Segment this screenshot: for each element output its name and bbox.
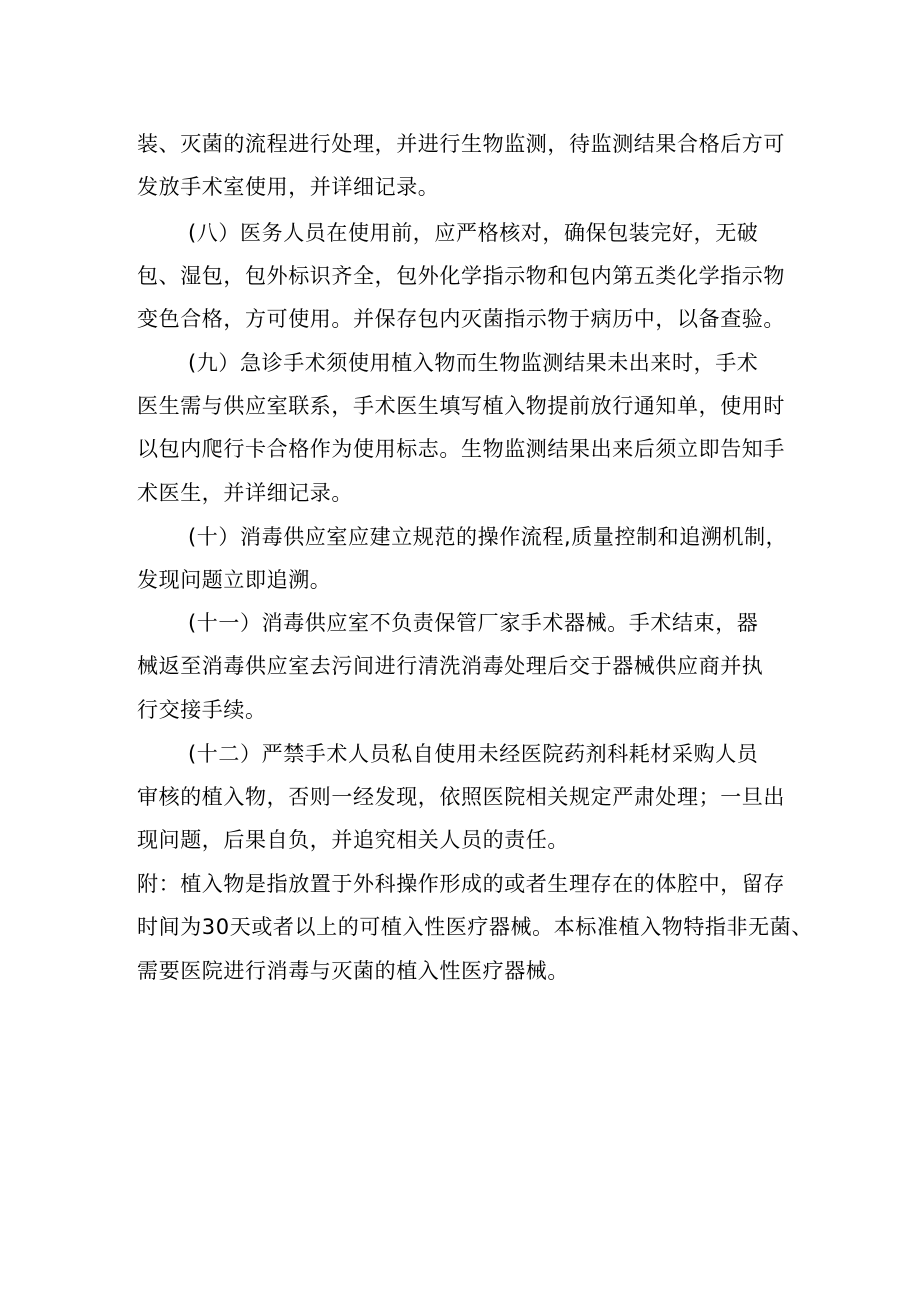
text-line: 变色合格，方可使用。并保存包内灭菌指示物于病历中，以备查验。 xyxy=(137,307,785,331)
text-line: 装、灭菌的流程进行处理，并进行生物监测，待监测结果合格后方可 xyxy=(137,132,785,156)
text-line: 现问题，后果自负，并追究相关人员的责任。 xyxy=(137,828,569,852)
text-line: 行交接手续。 xyxy=(137,698,267,722)
paragraph-8-start: (八）医务人员在使用前，应严格核对，确保包装完好，无破 xyxy=(188,221,759,245)
text-line: 时间为30天或者以上的可植入性医疗器械。本标准植入物特指非无菌、 xyxy=(137,915,813,939)
paragraph-12-start: (十二）严禁手术人员私自使用未经医院药剂科耗材采购人员 xyxy=(188,742,759,766)
text-line: 需要医院进行消毒与灭菌的植入性医疗器械。 xyxy=(137,959,569,983)
paragraph-10-start: (十）消毒供应室应建立规范的操作流程,质量控制和追溯机制， xyxy=(188,525,788,549)
text-line: 发放手术室使用，并详细记录。 xyxy=(137,175,440,199)
text-line: 审核的植入物，否则一经发现，依照医院相关规定严肃处理；一旦出 xyxy=(137,785,785,809)
text-line: 械返至消毒供应室去污间进行清洗消毒处理后交于器械供应商并执 xyxy=(137,654,764,678)
text-line: 包、湿包，包外标识齐全，包外化学指示物和包内第五类化学指示物 xyxy=(137,264,785,288)
paragraph-11-start: (十一）消毒供应室不负责保管厂家手术器械。手术结束，器 xyxy=(188,611,759,635)
text-line: 以包内爬行卡合格作为使用标志。生物监测结果出来后须立即告知手 xyxy=(137,437,785,461)
text-line: 发现问题立即追溯。 xyxy=(137,568,332,592)
paragraph-9-start: (九）急诊手术须使用植入物而生物监测结果未出来时，手术 xyxy=(188,351,759,375)
text-line: 医生需与供应室联系，手术医生填写植入物提前放行通知单，使用时 xyxy=(137,394,785,418)
appendix-note-start: 附：植入物是指放置于外科操作形成的或者生理存在的体腔中，留存 xyxy=(137,872,785,896)
text-line: 术医生，并详细记录。 xyxy=(137,481,353,505)
